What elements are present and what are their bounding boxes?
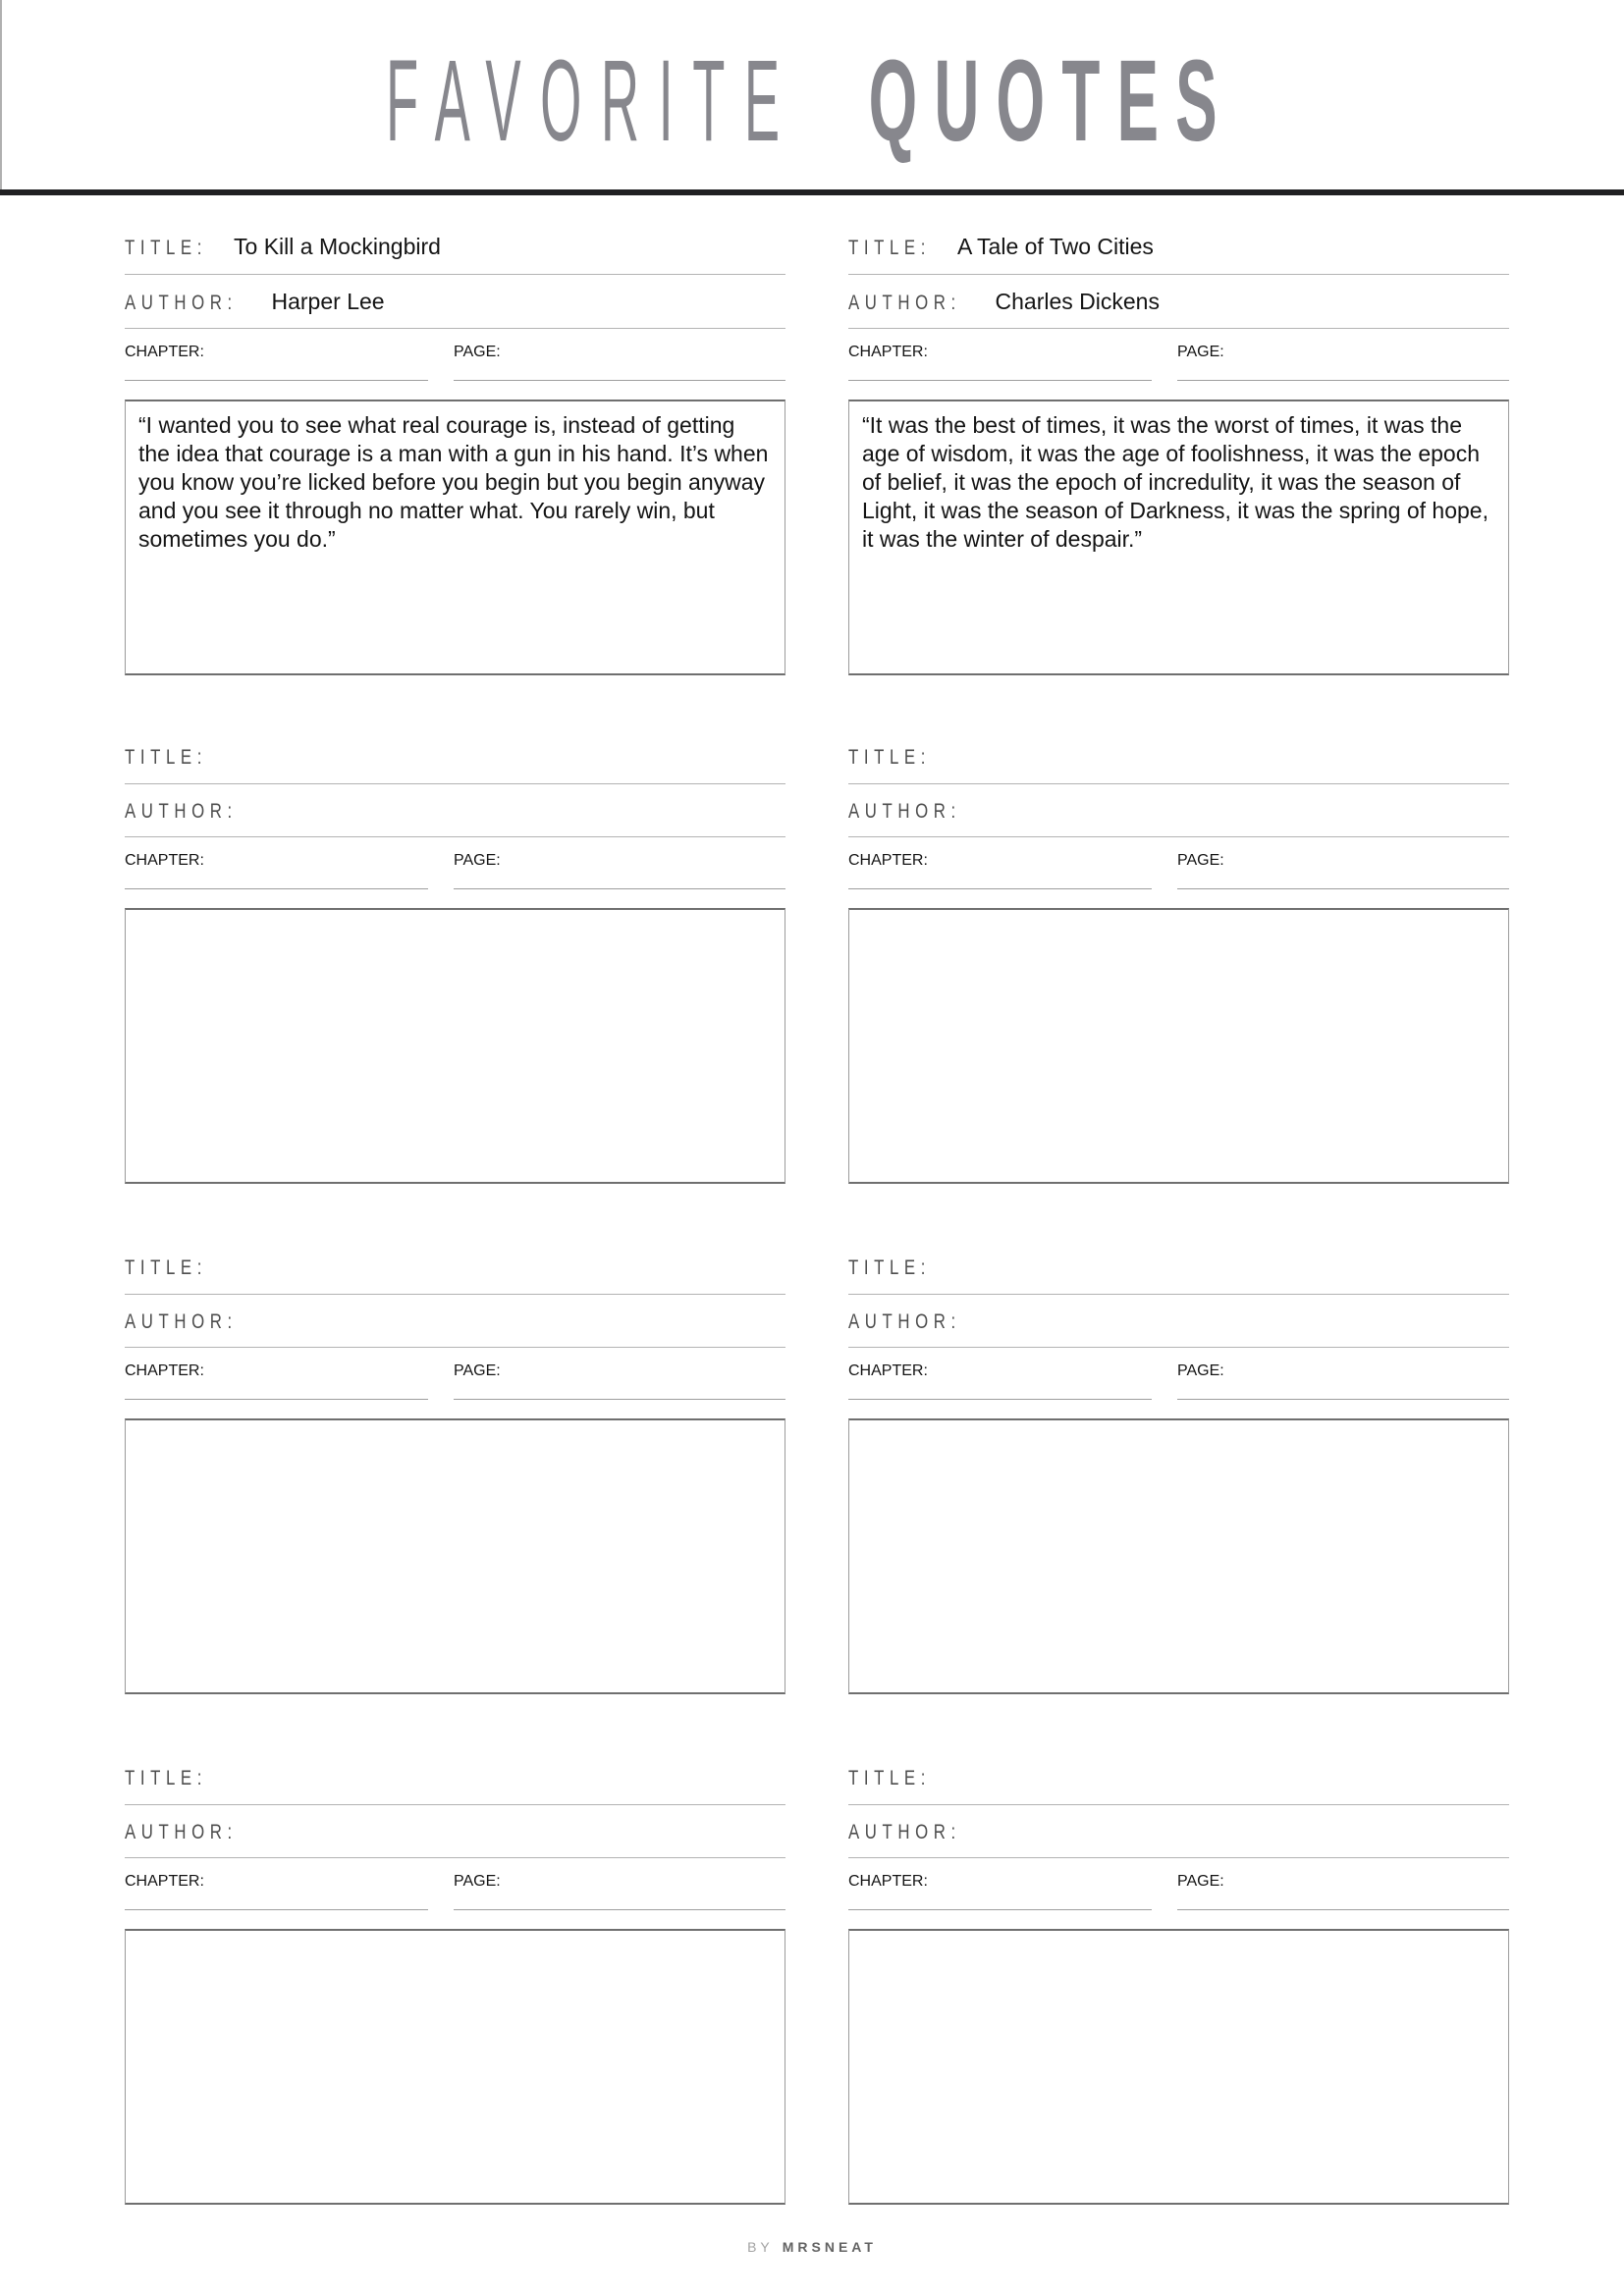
page-field-row	[454, 344, 785, 381]
author-field-row	[125, 291, 785, 329]
page-field-row	[1177, 852, 1509, 889]
quote-entry	[125, 236, 785, 677]
title-value[interactable]: A Tale of Two Cities	[957, 234, 1154, 259]
page-field-row	[454, 1873, 785, 1910]
chapter-page-row	[125, 1873, 785, 1910]
page-label: PAGE:	[1177, 1873, 1224, 1890]
title-field-row	[125, 236, 785, 275]
chapter-label: CHAPTER:	[848, 1362, 928, 1379]
title-field-row	[848, 1767, 1509, 1805]
quote-entry	[848, 746, 1509, 1188]
chapter-label: CHAPTER:	[848, 852, 928, 869]
chapter-page-row	[848, 1873, 1509, 1910]
quote-box[interactable]	[848, 1929, 1509, 2205]
title-label: TITLE:	[125, 237, 208, 259]
quote-box[interactable]	[848, 908, 1509, 1184]
author-value[interactable]: Charles Dickens	[995, 289, 1160, 314]
quote-entry	[125, 1256, 785, 1698]
author-label: AUTHOR:	[848, 800, 961, 823]
author-value[interactable]: Harper Lee	[271, 289, 385, 314]
page-field-row	[1177, 344, 1509, 381]
author-field-row	[125, 1310, 785, 1348]
author-label: AUTHOR:	[125, 1310, 238, 1333]
quote-entry	[848, 236, 1509, 677]
title-field-row	[848, 746, 1509, 784]
page-label: PAGE:	[1177, 852, 1224, 869]
chapter-label: CHAPTER:	[125, 1873, 204, 1890]
title-field-row	[125, 1767, 785, 1805]
page-label: PAGE:	[454, 344, 501, 360]
author-field-row	[848, 800, 1509, 837]
title-field-row	[125, 1256, 785, 1295]
chapter-page-row	[848, 344, 1509, 381]
page-label: PAGE:	[454, 1362, 501, 1379]
author-field-row	[848, 1821, 1509, 1858]
page-label: PAGE:	[1177, 1362, 1224, 1379]
chapter-label: CHAPTER:	[125, 344, 204, 360]
quote-box[interactable]	[125, 1418, 785, 1694]
chapter-field-row	[848, 852, 1152, 889]
quote-entry	[125, 1767, 785, 2209]
title-label: TITLE:	[848, 746, 932, 769]
chapter-field-row	[848, 1362, 1152, 1400]
author-field-row	[125, 1821, 785, 1858]
quote-text: “I wanted you to see what real courage is, instead of getting the idea that courage is a man with a gun in his hand. It’s when you know you’re licked before you begin but you begin anyway and you see it through no matter what. You rarely win, but sometimes you do.”	[138, 412, 769, 552]
quote-box[interactable]	[125, 908, 785, 1184]
page-field-row	[454, 852, 785, 889]
chapter-page-row	[848, 852, 1509, 889]
quote-box[interactable]	[848, 1418, 1509, 1694]
chapter-field-row	[125, 852, 428, 889]
title-label: TITLE:	[848, 1256, 932, 1279]
chapter-label: CHAPTER:	[125, 1362, 204, 1379]
quote-entry	[848, 1767, 1509, 2209]
title-value[interactable]: To Kill a Mockingbird	[234, 234, 441, 259]
page-field-row	[1177, 1362, 1509, 1400]
page-header	[0, 0, 1624, 189]
chapter-field-row	[125, 344, 428, 381]
page-label: PAGE:	[1177, 344, 1224, 360]
quote-entry	[848, 1256, 1509, 1698]
author-label: AUTHOR:	[125, 292, 238, 314]
page-label: PAGE:	[454, 1873, 501, 1890]
page-field-row	[454, 1362, 785, 1400]
page-label: PAGE:	[454, 852, 501, 869]
author-label: AUTHOR:	[125, 800, 238, 823]
title-field-row	[848, 1256, 1509, 1295]
chapter-page-row	[848, 1362, 1509, 1400]
quote-box[interactable]	[125, 400, 785, 675]
entries-grid	[125, 236, 1509, 2209]
header-divider-rule	[0, 189, 1624, 195]
title-field-row	[125, 746, 785, 784]
chapter-page-row	[125, 344, 785, 381]
title-label: TITLE:	[125, 1767, 208, 1789]
chapter-field-row	[125, 1362, 428, 1400]
title-label: TITLE:	[125, 1256, 208, 1279]
chapter-label: CHAPTER:	[125, 852, 204, 869]
footer-credit	[0, 2239, 1624, 2255]
quote-text: “It was the best of times, it was the worst of times, it was the age of wisdom, it was the age of foolishness, it was the epoch of belief, it was the epoch of incredulity, it was the season of Light, it was the season of Darkness, it was the spring of hope, it was the winter of despair.”	[862, 412, 1489, 552]
chapter-label: CHAPTER:	[848, 344, 928, 360]
author-field-row	[848, 291, 1509, 329]
author-field-row	[125, 800, 785, 837]
chapter-field-row	[848, 344, 1152, 381]
page-title	[0, 0, 1624, 189]
chapter-page-row	[125, 1362, 785, 1400]
page-title-bold-word: QUOTES	[868, 35, 1235, 166]
footer-brand-text: MRSNEAT	[782, 2239, 877, 2255]
author-label: AUTHOR:	[848, 1821, 961, 1843]
title-label: TITLE:	[848, 237, 932, 259]
chapter-field-row	[125, 1873, 428, 1910]
chapter-label: CHAPTER:	[848, 1873, 928, 1890]
author-field-row	[848, 1310, 1509, 1348]
quote-box[interactable]	[848, 400, 1509, 675]
title-label: TITLE:	[125, 746, 208, 769]
page-field-row	[1177, 1873, 1509, 1910]
author-label: AUTHOR:	[848, 1310, 961, 1333]
author-label: AUTHOR:	[848, 292, 961, 314]
page-title-light-word: FAVORITE	[385, 35, 799, 166]
author-label: AUTHOR:	[125, 1821, 238, 1843]
title-label: TITLE:	[848, 1767, 932, 1789]
title-field-row	[848, 236, 1509, 275]
quote-entry	[125, 746, 785, 1188]
footer-by-text: BY	[747, 2239, 774, 2255]
quote-box[interactable]	[125, 1929, 785, 2205]
chapter-page-row	[125, 852, 785, 889]
chapter-field-row	[848, 1873, 1152, 1910]
